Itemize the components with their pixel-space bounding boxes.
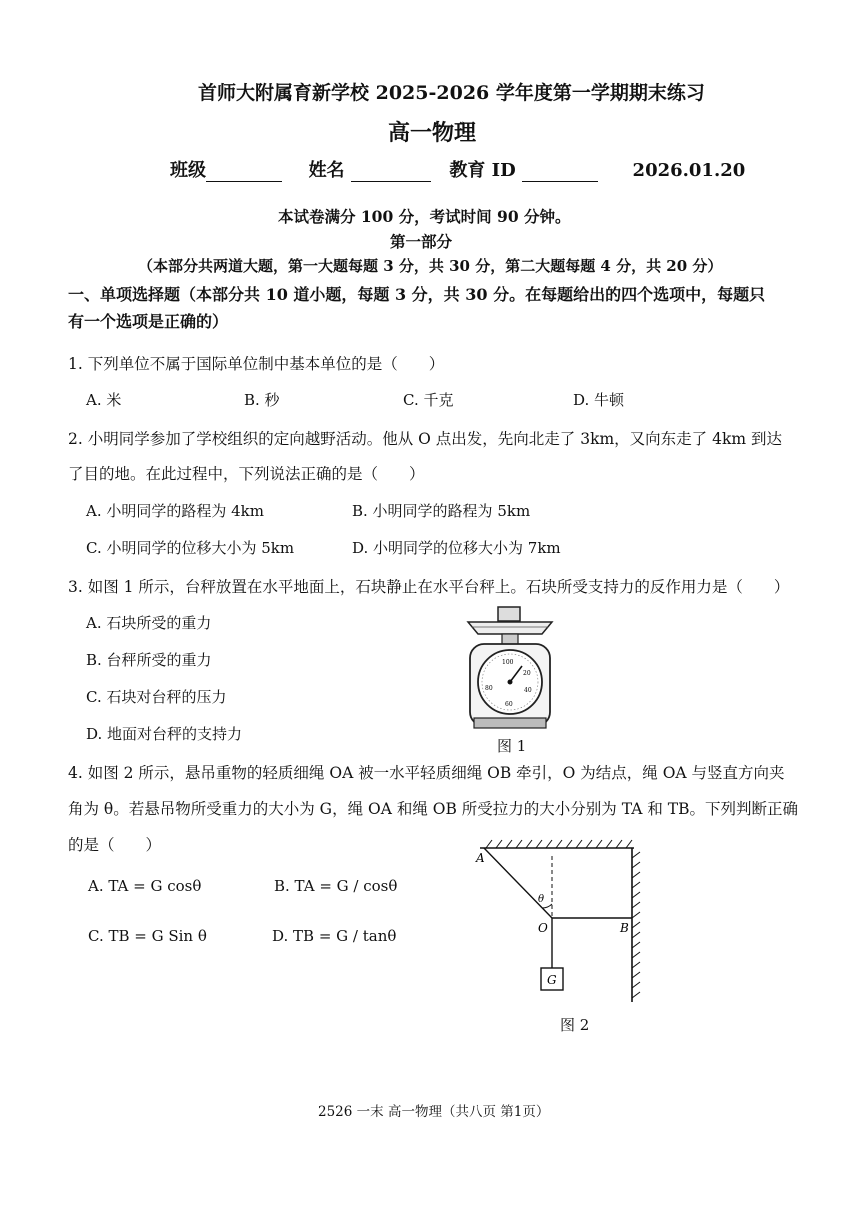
label-theta: θ bbox=[538, 894, 545, 905]
q1-option-c[interactable]: C. 千克 bbox=[403, 391, 454, 409]
edu-id-label: 教育 ID bbox=[449, 160, 516, 181]
scale-base bbox=[474, 718, 546, 728]
q3-stem: 3. 如图 1 所示，台秤放置在水平地面上，石块静止在水平台秤上。石块所受支持力的反作用力是（ ） bbox=[68, 578, 790, 596]
scale-pan bbox=[468, 622, 552, 634]
q2-option-d[interactable]: D. 小明同学的位移大小为 7km bbox=[352, 539, 561, 557]
q4-option-c[interactable]: C. TB = G Sin θ bbox=[88, 927, 207, 945]
q2-stem-line2: 了目的地。在此过程中，下列说法正确的是（ ） bbox=[68, 465, 425, 483]
q3-option-c[interactable]: C. 石块对台秤的压力 bbox=[86, 688, 227, 706]
section1-heading-line1: 一、单项选择题（本部分共 10 道小题，每题 3 分，共 30 分。在每题给出的四个选项中，每题只 bbox=[68, 285, 766, 304]
label-o: O bbox=[538, 921, 548, 935]
section1-heading-line2: 有一个选项是正确的） bbox=[68, 312, 229, 331]
dial-label-80: 80 bbox=[485, 685, 493, 692]
rope-oa bbox=[484, 848, 552, 918]
part-title: 第一部分 bbox=[390, 232, 453, 251]
exam-title: 首师大附属育新学校 2025-2026 学年度第一学期期末练习 bbox=[198, 82, 705, 104]
figure1-caption: 图 1 bbox=[497, 737, 527, 755]
q1-option-d[interactable]: D. 牛顿 bbox=[573, 391, 625, 409]
stone-block bbox=[498, 607, 520, 621]
page-footer: 2526 一末 高一物理（共八页 第1页） bbox=[318, 1104, 550, 1120]
q2-option-a[interactable]: A. 小明同学的路程为 4km bbox=[86, 502, 264, 520]
q4-stem-line3: 的是（ ） bbox=[68, 836, 162, 854]
q4-option-b[interactable]: B. TA = G / cosθ bbox=[274, 877, 398, 895]
student-info-row bbox=[170, 156, 745, 182]
q3-option-a[interactable]: A. 石块所受的重力 bbox=[86, 614, 212, 632]
figure2-caption: 图 2 bbox=[560, 1016, 590, 1034]
q1-stem: 1. 下列单位不属于国际单位制中基本单位的是（ ） bbox=[68, 355, 445, 373]
dial-label-60: 60 bbox=[505, 701, 513, 708]
dial-label-20: 20 bbox=[523, 670, 531, 677]
label-g: G bbox=[547, 973, 557, 987]
label-a: A bbox=[476, 851, 485, 865]
label-b: B bbox=[620, 921, 629, 935]
figure1-scale-diagram bbox=[458, 604, 562, 730]
name-field[interactable] bbox=[351, 163, 431, 182]
exam-note: 本试卷满分 100 分，考试时间 90 分钟。 bbox=[278, 207, 571, 226]
q1-option-b[interactable]: B. 秒 bbox=[244, 391, 280, 409]
q4-option-a[interactable]: A. TA = G cosθ bbox=[88, 877, 202, 895]
q2-stem-line1: 2. 小明同学参加了学校组织的定向越野活动。他从 O 点出发，先向北走了 3km，又向东走了 4km 到达 bbox=[68, 430, 782, 448]
edu-id-field[interactable] bbox=[522, 163, 598, 182]
q2-option-c[interactable]: C. 小明同学的位移大小为 5km bbox=[86, 539, 295, 557]
class-label: 班级 bbox=[170, 160, 206, 181]
figure2-rope-diagram bbox=[470, 836, 650, 1008]
q1-option-a[interactable]: A. 米 bbox=[86, 391, 122, 409]
q4-stem-line2: 角为 θ。若悬吊物所受重力的大小为 G，绳 OA 和绳 OB 所受拉力的大小分别为 TA 和 TB。下列判断正确 bbox=[68, 800, 798, 818]
dial-label-40: 40 bbox=[524, 687, 532, 694]
q4-stem-line1: 4. 如图 2 所示，悬吊重物的轻质细绳 OA 被一水平轻质细绳 OB 牵引，O 为结点，绳 OA 与竖直方向夹 bbox=[68, 764, 785, 782]
exam-date: 2026.01.20 bbox=[632, 160, 746, 181]
subject-title: 高一物理 bbox=[388, 120, 477, 146]
q2-option-b[interactable]: B. 小明同学的路程为 5km bbox=[352, 502, 531, 520]
class-field[interactable] bbox=[206, 163, 282, 182]
q4-option-d[interactable]: D. TB = G / tanθ bbox=[272, 927, 397, 945]
q3-option-b[interactable]: B. 台秤所受的重力 bbox=[86, 651, 212, 669]
part-description: （本部分共两道大题，第一大题每题 3 分，共 30 分，第二大题每题 4 分，共 20 分） bbox=[138, 257, 723, 275]
q3-option-d[interactable]: D. 地面对台秤的支持力 bbox=[86, 725, 243, 743]
name-label: 姓名 bbox=[308, 160, 345, 181]
dial-label-100: 100 bbox=[502, 659, 514, 666]
